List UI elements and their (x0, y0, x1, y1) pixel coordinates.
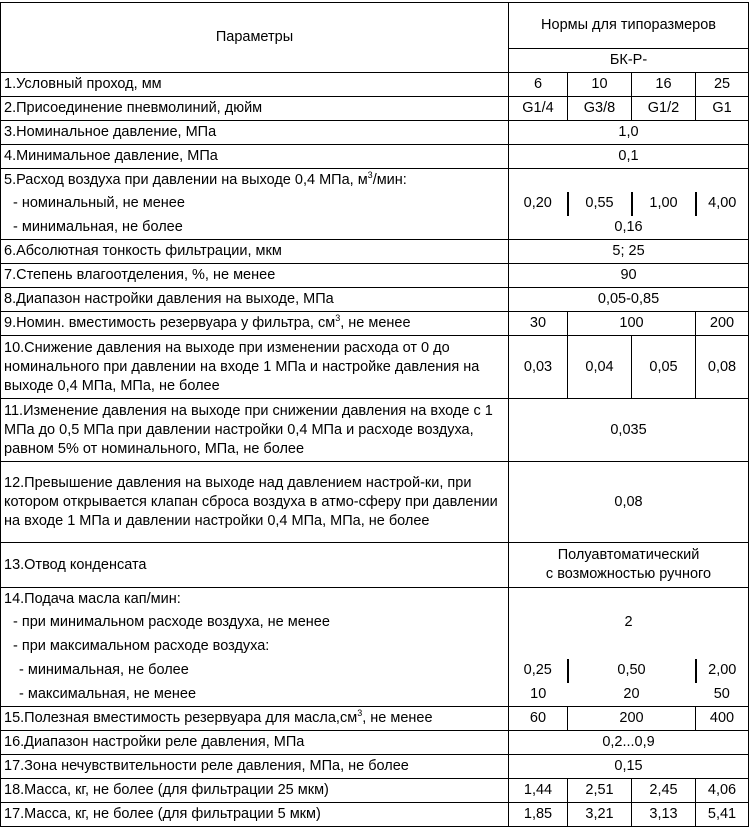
row-label: 6.Абсолютная тонкость фильтрации, мкм (1, 240, 509, 264)
row-label-text: , не менее (340, 315, 411, 331)
table-row (1, 336, 749, 399)
cell-value: G1/4 (509, 97, 568, 121)
table-row (1, 312, 749, 336)
cell-value: 10 (509, 683, 568, 707)
table-row (1, 192, 749, 216)
cell-line: с возможностью ручного (545, 566, 712, 582)
cell-value: 1,0 (509, 121, 749, 145)
table-row (1, 731, 749, 755)
table-row (1, 145, 749, 169)
row-label: 4.Минимальное давление, МПа (1, 145, 509, 169)
table-row (1, 264, 749, 288)
cell-value: 0,08 (696, 336, 749, 399)
row-label: 7.Степень влагоотделения, %, не менее (1, 264, 509, 288)
cell-value: 30 (509, 312, 568, 336)
table-row (1, 240, 749, 264)
table-row (1, 588, 749, 611)
cell-value: 0,50 (568, 659, 696, 683)
cell-value: 0,20 (509, 192, 568, 216)
table-row (1, 169, 749, 192)
row-label: 2.Присоединение пневмолиний, дюйм (1, 97, 509, 121)
row-label-sup: 3 (367, 169, 373, 180)
row-label-text: 9.Номин. вместимость резервуара у фильтра, см (4, 315, 336, 331)
header-series: БК-Р- (509, 49, 749, 73)
row-sublabel: - номинальный, не менее (1, 192, 509, 216)
table-row (1, 121, 749, 145)
cell-value: G3/8 (568, 97, 632, 121)
row-label: 8.Диапазон настройки давления на выходе, МПа (1, 288, 509, 312)
cell-value: 10 (568, 73, 632, 97)
row-label-text: 15.Полезная вместимость резервуара для масла,см (4, 710, 358, 726)
cell-value: 0,2...0,9 (509, 731, 749, 755)
cell-value: 2,51 (568, 779, 632, 803)
row-sublabel: - минимальная, не более (1, 659, 509, 683)
table-row (1, 635, 749, 659)
table-row (1, 288, 749, 312)
cell-value: G1/2 (632, 97, 696, 121)
row-label-sup: 3 (335, 313, 341, 324)
table-row (1, 755, 749, 779)
cell-value (509, 543, 749, 588)
row-label-text: 5.Расход воздуха при давлении на выходе 0,4 МПа, м (4, 171, 368, 188)
cell-value: 60 (509, 707, 568, 731)
blank-cell (509, 635, 749, 659)
row-label: 10.Снижение давления на выходе при изменении расхода от 0 до номинального при давлении на входе 1 МПа и настройке давления на выходе 0,4 МПа, МПа, не более (1, 336, 509, 399)
table-row (1, 803, 749, 827)
table-row (1, 73, 749, 97)
table-row (1, 399, 749, 462)
cell-value: 200 (568, 707, 696, 731)
specs-table (0, 2, 749, 827)
table-row (1, 216, 749, 240)
cell-value: 2,45 (632, 779, 696, 803)
cell-value: 2 (509, 611, 749, 635)
cell-value: 0,25 (509, 659, 568, 683)
blank-cell (509, 169, 749, 192)
row-label (1, 169, 509, 192)
cell-value: 0,16 (509, 216, 749, 240)
cell-value: 0,1 (509, 145, 749, 169)
row-label (1, 312, 509, 336)
cell-value: 16 (632, 73, 696, 97)
header-params: Параметры (1, 3, 509, 73)
cell-value: 0,05 (632, 336, 696, 399)
row-sublabel: - при максимальном расходе воздуха: (1, 635, 509, 659)
row-sublabel: - минимальная, не более (1, 216, 509, 240)
cell-value: 5; 25 (509, 240, 749, 264)
row-label: 12.Превышение давления на выходе над давлением настрой-ки, при котором открывается клапан сброса воздуха в атмо-сферу при давлении на входе 1 МПа и давлении настройки 0,4 МПа, МПа, не более (1, 462, 509, 543)
table-row (1, 659, 749, 683)
cell-value: 0,03 (509, 336, 568, 399)
row-label: 17.Зона нечувствительности реле давления, МПа, не более (1, 755, 509, 779)
cell-value: 2,00 (696, 659, 749, 683)
cell-value: 3,21 (568, 803, 632, 827)
cell-value: 3,13 (632, 803, 696, 827)
row-label-text: , не менее (362, 710, 433, 726)
row-label (1, 707, 509, 731)
cell-line: Полуавтоматический (557, 547, 700, 563)
cell-value: 4,00 (696, 192, 749, 216)
row-label: 17.Масса, кг, не более (для фильтрации 5 мкм) (1, 803, 509, 827)
row-label-text: /мин: (372, 171, 407, 188)
row-label: 18.Масса, кг, не более (для фильтрации 25 мкм) (1, 779, 509, 803)
cell-value: 100 (568, 312, 696, 336)
row-sublabel: - максимальная, не менее (1, 683, 509, 707)
row-label: 3.Номинальное давление, МПа (1, 121, 509, 145)
cell-value: 0,04 (568, 336, 632, 399)
cell-value: 20 (568, 683, 696, 707)
table-row (1, 707, 749, 731)
table-row (1, 97, 749, 121)
cell-value: 400 (696, 707, 749, 731)
cell-value: 1,85 (509, 803, 568, 827)
cell-value: 0,08 (509, 462, 749, 543)
cell-value: 50 (696, 683, 749, 707)
row-label: 13.Отвод конденсата (1, 543, 509, 588)
row-label: 1.Условный проход, мм (1, 73, 509, 97)
cell-value: 1,44 (509, 779, 568, 803)
row-label-sup: 3 (357, 708, 363, 719)
row-label: 14.Подача масла кап/мин: (1, 588, 509, 611)
row-sublabel: - при минимальном расходе воздуха, не менее (1, 611, 509, 635)
cell-value: 6 (509, 73, 568, 97)
row-label: 16.Диапазон настройки реле давления, МПа (1, 731, 509, 755)
cell-value: 90 (509, 264, 749, 288)
cell-value: 4,06 (696, 779, 749, 803)
cell-value: 0,55 (568, 192, 632, 216)
table-row (1, 683, 749, 707)
cell-value: 5,41 (696, 803, 749, 827)
cell-value: 0,05-0,85 (509, 288, 749, 312)
row-label: 11.Изменение давления на выходе при снижении давления на входе с 1 МПа до 0,5 МПа при давлении настройки 0,4 МПа и расходе воздуха, равном 5% от номинального, МПа, не более (1, 399, 509, 462)
cell-value: 1,00 (632, 192, 696, 216)
cell-value: 0,035 (509, 399, 749, 462)
cell-value: 200 (696, 312, 749, 336)
blank-cell (509, 588, 749, 611)
cell-value: 0,15 (509, 755, 749, 779)
header-norms: Нормы для типоразмеров (509, 3, 749, 49)
table-row (1, 779, 749, 803)
cell-value: G1 (696, 97, 749, 121)
table-row (1, 543, 749, 588)
cell-value: 25 (696, 73, 749, 97)
table-row (1, 611, 749, 635)
table-row (1, 462, 749, 543)
